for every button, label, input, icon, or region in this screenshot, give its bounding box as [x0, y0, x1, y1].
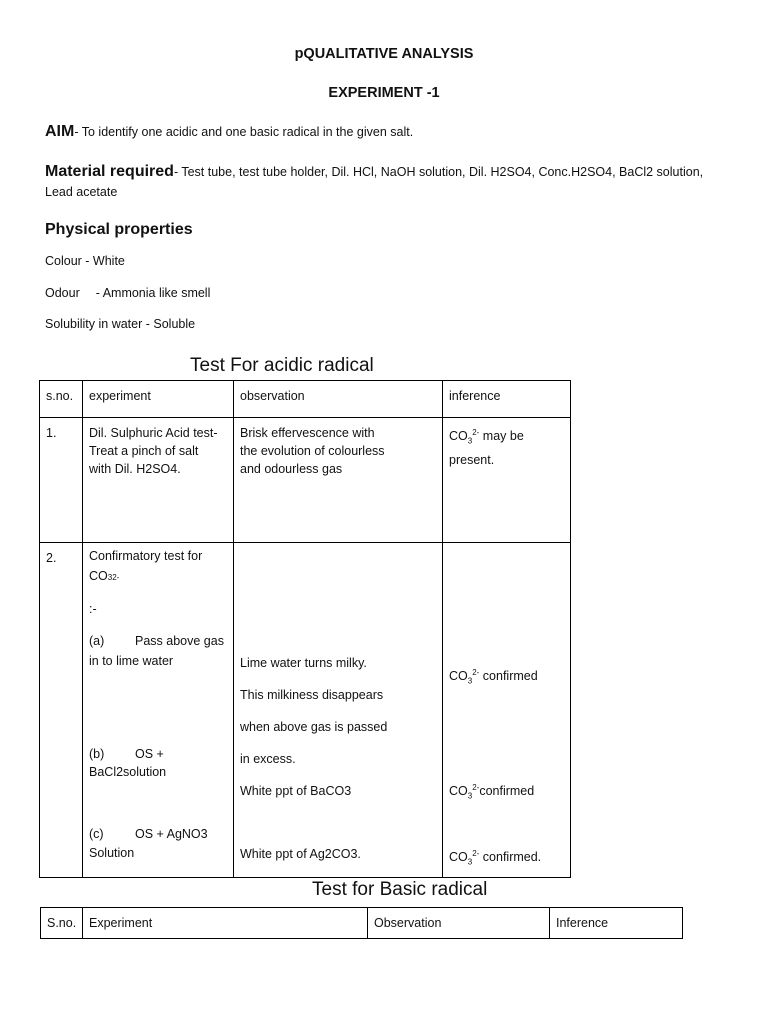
observation-cell: [234, 543, 443, 878]
observation-line: White ppt of Ag2CO3.: [240, 847, 361, 861]
row-number: 1.: [40, 418, 83, 543]
formula-superscript: 2-: [472, 849, 480, 858]
colon-line: :-: [89, 602, 97, 616]
material-paragraph: [45, 163, 703, 181]
colour-property: Colour - White: [45, 254, 125, 268]
step-a: [89, 632, 224, 650]
experiment-cell: [83, 418, 234, 543]
basic-radical-table: [40, 907, 683, 939]
step-text: OS + AgNO3: [135, 827, 208, 841]
step-c-continued: Solution: [89, 846, 135, 860]
inference-line: [449, 779, 534, 806]
formula-co: CO: [449, 429, 468, 444]
formula-subscript: 32-: [107, 573, 120, 582]
inference-line: [449, 424, 564, 451]
material-text-continued: Lead acetate: [45, 185, 118, 199]
observation-line: Lime water turns milky.: [240, 656, 367, 670]
column-header: Observation: [368, 908, 550, 939]
formula-superscript: 2-: [472, 668, 480, 677]
inference-line: [449, 845, 541, 872]
inference-text: confirmed: [479, 784, 535, 799]
step-b: [89, 745, 164, 763]
column-header: s.no.: [40, 381, 83, 418]
observation-line: White ppt of BaCO3: [240, 784, 352, 798]
observation-line: Brisk effervescence with: [240, 426, 375, 440]
aim-text: - To identify one acidic and one basic radical in the given salt.: [74, 125, 414, 139]
table-row: [40, 418, 571, 543]
step-label: (b): [89, 747, 105, 761]
column-header: observation: [234, 381, 443, 418]
formula-co: CO: [89, 569, 108, 583]
inference-text: confirmed: [479, 669, 538, 684]
step-a-continued: in to lime water: [89, 654, 174, 668]
odour-property: [45, 286, 210, 300]
basic-radical-heading: Test for Basic radical: [312, 879, 488, 900]
formula-superscript: 2-: [472, 428, 480, 437]
material-label: Material required: [45, 163, 174, 180]
experiment-cell: [83, 543, 234, 878]
aim-paragraph: [45, 123, 413, 141]
acidic-radical-heading: Test For acidic radical: [190, 355, 374, 376]
table-row: [40, 543, 571, 878]
row-number: 2.: [40, 543, 83, 878]
step-label: (a): [89, 634, 105, 648]
column-header: inference: [443, 381, 571, 418]
confirm-line: Confirmatory test for: [89, 549, 203, 563]
formula-co: CO: [449, 850, 468, 865]
step-text: OS +: [135, 747, 164, 761]
experiment-number: EXPERIMENT -1: [328, 85, 440, 101]
formula-subscript: 3: [467, 676, 473, 686]
formula-co: CO: [449, 784, 468, 799]
step-b-continued: BaCl2solution: [89, 765, 167, 779]
inference-text: confirmed.: [479, 850, 542, 865]
confirm-formula: [89, 567, 119, 587]
column-header: Experiment: [83, 908, 368, 939]
table-header-row: [40, 381, 571, 418]
step-label: (c): [89, 827, 104, 841]
experiment-line: Treat a pinch of salt: [89, 444, 199, 458]
physical-properties-heading: Physical properties: [45, 221, 193, 238]
odour-label: Odour: [45, 286, 80, 300]
aim-label: AIM: [45, 123, 75, 140]
experiment-line: with Dil. H2SO4.: [89, 462, 181, 476]
solubility-property: Solubility in water - Soluble: [45, 317, 196, 331]
document-title: pQUALITATIVE ANALYSIS: [294, 46, 474, 62]
formula-subscript: 3: [467, 791, 473, 801]
column-header: experiment: [83, 381, 234, 418]
formula-subscript: 3: [467, 857, 473, 867]
formula-co: CO: [449, 669, 468, 684]
acidic-radical-table: [39, 380, 571, 878]
material-text: - Test tube, test tube holder, Dil. HCl, NaOH solution, Dil. H2SO4, Conc.H2SO4, BaCl2 solution,: [173, 165, 704, 179]
odour-value: - Ammonia like smell: [95, 286, 211, 300]
inference-line: [449, 664, 538, 691]
formula-superscript: 2-: [472, 783, 480, 792]
observation-cell: [234, 418, 443, 543]
formula-subscript: 3: [467, 436, 473, 446]
table-header-row: [41, 908, 683, 939]
observation-line: in excess.: [240, 752, 296, 766]
inference-line: present.: [449, 452, 495, 467]
inference-cell: [443, 418, 571, 543]
step-text: Pass above gas: [135, 634, 224, 648]
step-c: [89, 825, 208, 843]
observation-line: the evolution of colourless: [240, 444, 385, 458]
column-header: S.no.: [41, 908, 83, 939]
inference-text: may be: [479, 429, 524, 444]
observation-line: and odourless gas: [240, 462, 343, 476]
observation-line: This milkiness disappears: [240, 688, 384, 702]
inference-cell: [443, 543, 571, 878]
column-header: Inference: [550, 908, 683, 939]
experiment-line: Dil. Sulphuric Acid test-: [89, 426, 218, 440]
observation-line: when above gas is passed: [240, 720, 388, 734]
